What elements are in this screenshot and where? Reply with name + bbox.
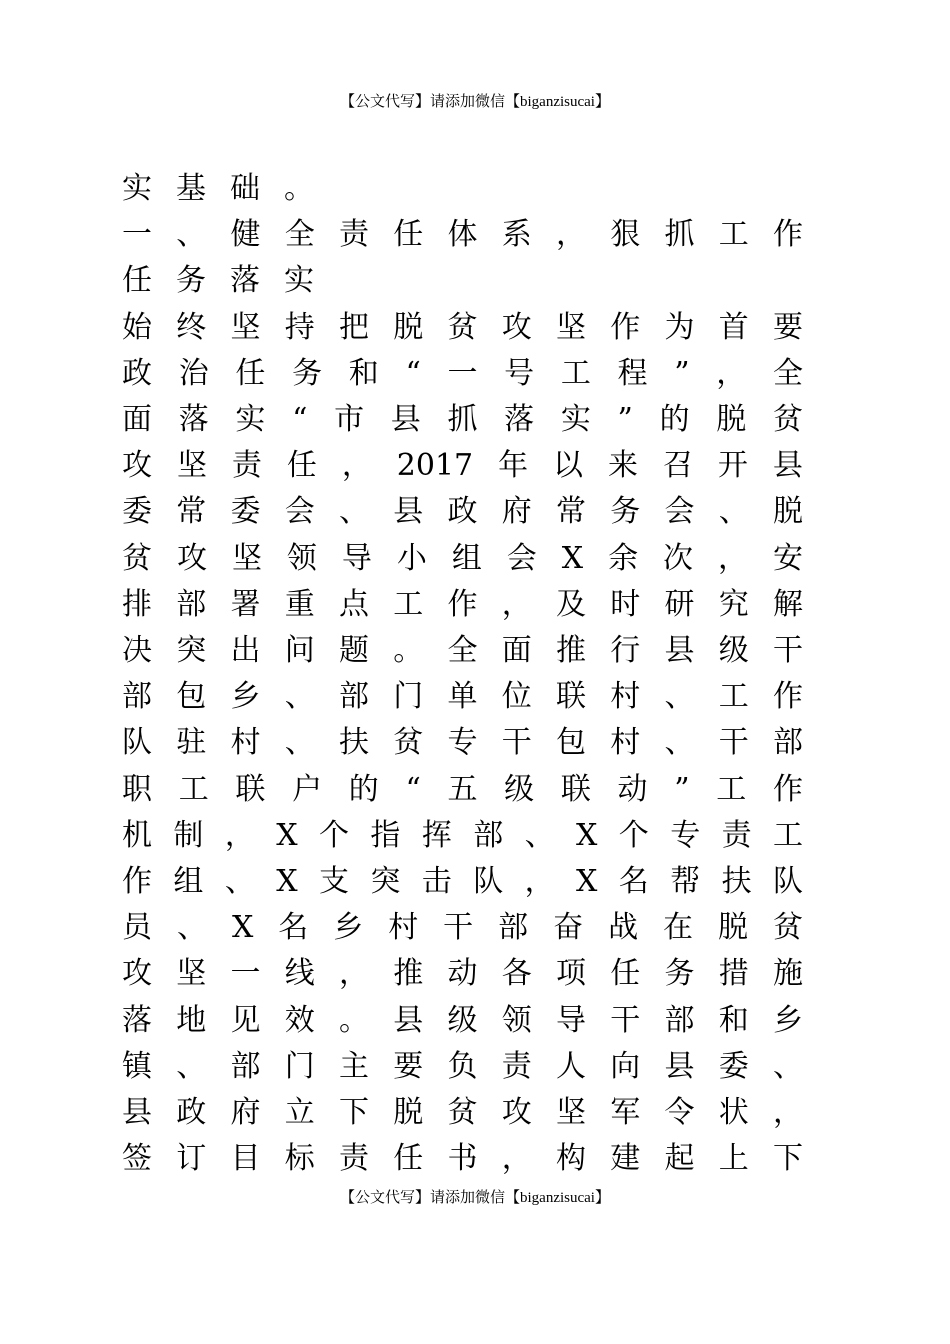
- body-line: 一 、 健 全 责 任 体 系 ， 狠 抓 工 作: [122, 217, 803, 253]
- body-line: 面 落 实 “ 市 县 抓 落 实 ” 的 脱 贫: [122, 402, 803, 437]
- body-line: 作 组 、 X 支 突 击 队 ， X 名 帮 扶 队: [122, 864, 803, 899]
- body-line: 员 、 X 名 乡 村 干 部 奋 战 在 脱 贫: [122, 910, 803, 946]
- body-line: 贫 攻 坚 领 导 小 组 会 X 余 次 ， 安: [122, 540, 803, 576]
- body-line: 攻 坚 责 任 ， 2017 年 以 来 召 开 县: [122, 448, 803, 484]
- body-line: 落 地 见 效 。 县 级 领 导 干 部 和 乡: [122, 1002, 803, 1038]
- body-line: 任 务 落 实: [122, 263, 314, 299]
- body-line: 县 政 府 立 下 脱 贫 攻 坚 军 令 状 ，: [122, 1095, 803, 1130]
- body-line: 决 突 出 问 题 。 全 面 推 行 县 级 干: [122, 633, 803, 668]
- body-line: 始 终 坚 持 把 脱 贫 攻 坚 作 为 首 要: [122, 309, 803, 345]
- body-line: 政 治 任 务 和 “ 一 号 工 程 ” ， 全: [122, 355, 803, 391]
- body-line: 职 工 联 户 的 “ 五 级 联 动 ” 工 作: [122, 771, 803, 807]
- body-line: 镇 、 部 门 主 要 负 责 人 向 县 委 、: [122, 1048, 803, 1084]
- body-line: 委 常 委 会 、 县 政 府 常 务 会 、 脱: [122, 494, 803, 530]
- body-line: 队 驻 村 、 扶 贫 专 干 包 村 、 干 部: [122, 725, 803, 761]
- body-line: 排 部 署 重 点 工 作 ， 及 时 研 究 解: [122, 586, 803, 622]
- body-line: 签 订 目 标 责 任 书 ， 构 建 起 上 下: [122, 1141, 803, 1177]
- body-line: 攻 坚 一 线 ， 推 动 各 项 任 务 措 施: [122, 956, 803, 992]
- body-line: 部 包 乡 、 部 门 单 位 联 村 、 工 作: [122, 679, 803, 715]
- body-line: 实 基 础 。: [122, 171, 314, 206]
- header-banner: 【公文代写】请添加微信【biganzisucai】: [340, 94, 610, 110]
- footer-banner: 【公文代写】请添加微信【biganzisucai】: [340, 1190, 610, 1206]
- body-line: 机 制 ， X 个 指 挥 部 、 X 个 专 责 工: [122, 817, 803, 853]
